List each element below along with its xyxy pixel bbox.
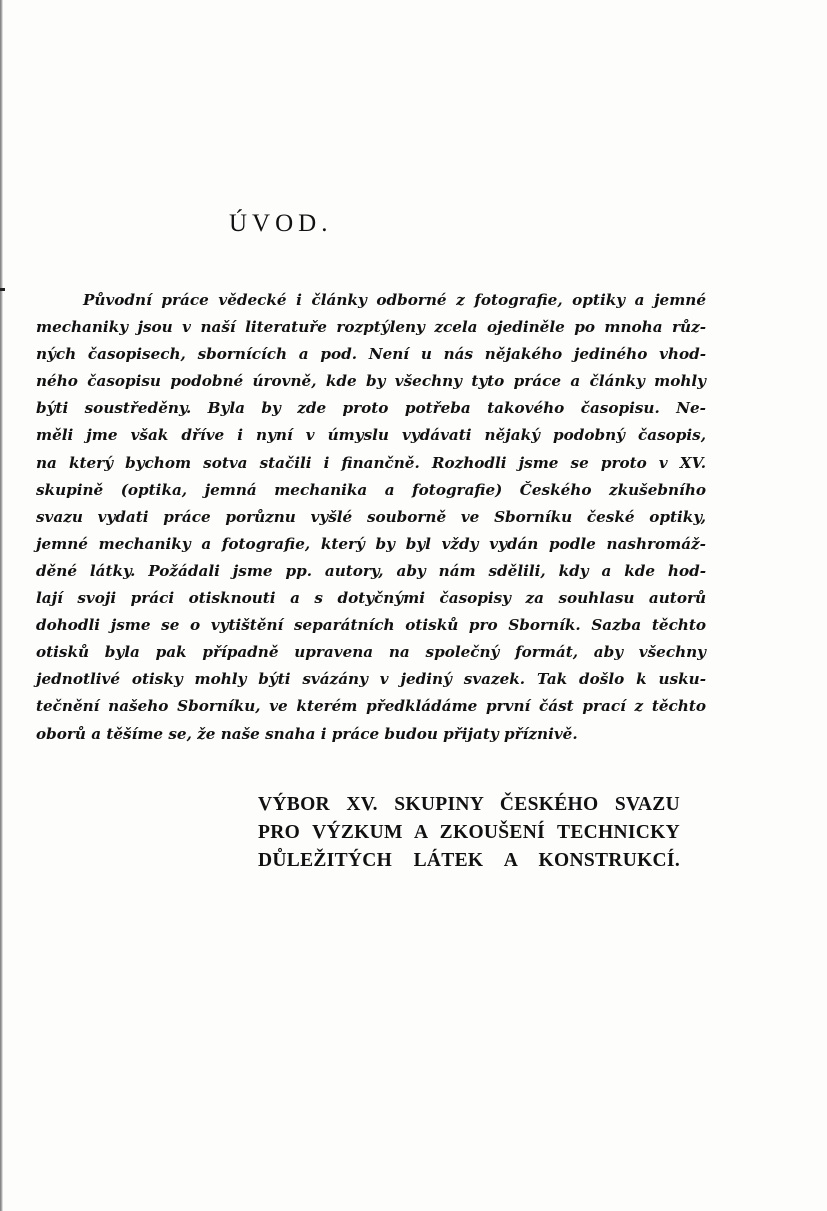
paragraph-line: děné látky. Požádali jsme pp. autory, aby nám sdělili, kdy a kde hod- [36, 561, 706, 580]
signature-line: VÝBOR XV. SKUPINY ČESKÉHO SVAZU [258, 794, 680, 815]
paragraph-line: skupině (optika, jemná mechanika a fotografie) Českého zkušebního [36, 480, 706, 499]
page-edge-shadow [0, 0, 3, 1211]
body-paragraph [36, 287, 706, 748]
paragraph-line: býti soustředěny. Byla by zde proto potřeba takového časopisu. Ne- [36, 399, 706, 418]
signature-line: PRO VÝZKUM A ZKOUŠENÍ TECHNICKY [258, 822, 680, 843]
margin-mark [0, 288, 5, 291]
paragraph-line: otisků byla pak případně upravena na společný formát, aby všechny [36, 643, 706, 662]
page-title: ÚVOD. [229, 210, 333, 237]
paragraph-line: na který bychom sotva stačili i finančně. Rozhodli jsme se proto v XV. [36, 453, 706, 472]
paragraph-line: tečnění našeho Sborníku, ve kterém předkládáme první část prací z těchto [36, 697, 706, 716]
paragraph-line: dohodli jsme se o vytištění separátních otisků pro Sborník. Sazba těchto [36, 616, 706, 635]
paragraph-line: jemné mechaniky a fotografie, který by byl vždy vydán podle nashromáž- [36, 534, 706, 553]
paragraph-line: lají svoji práci otisknouti a s dotyčnými časopisy za souhlasu autorů [36, 589, 706, 608]
paragraph-line: oborů a těšíme se, že naše snaha i práce budou přijaty příznivě. [36, 724, 578, 743]
paragraph-line: mechaniky jsou v naší literatuře rozptýleny zcela ojediněle po mnoha růz- [36, 318, 706, 337]
signature-line: DŮLEŽITÝCH LÁTEK A KONSTRUKCÍ. [258, 850, 680, 871]
paragraph-line: jednotlivé otisky mohly býti svázány v jediný svazek. Tak došlo k usku- [36, 670, 706, 689]
paragraph-line: měli jme však dříve i nyní v úmyslu vydávati nějaký podobný časopis, [36, 426, 706, 445]
paragraph-line: svazu vydati práce porůznu vyšlé souborně ve Sborníku české optiky, [36, 507, 706, 526]
paragraph-line: ných časopisech, sbornících a pod. Není u nás nějakého jediného vhod- [36, 345, 706, 364]
paragraph-line: ného časopisu podobné úrovně, kde by všechny tyto práce a články mohly [36, 372, 706, 391]
paragraph-line: Původní práce vědecké i články odborné z fotografie, optiky a jemné [83, 291, 706, 309]
signature-block [258, 791, 680, 875]
